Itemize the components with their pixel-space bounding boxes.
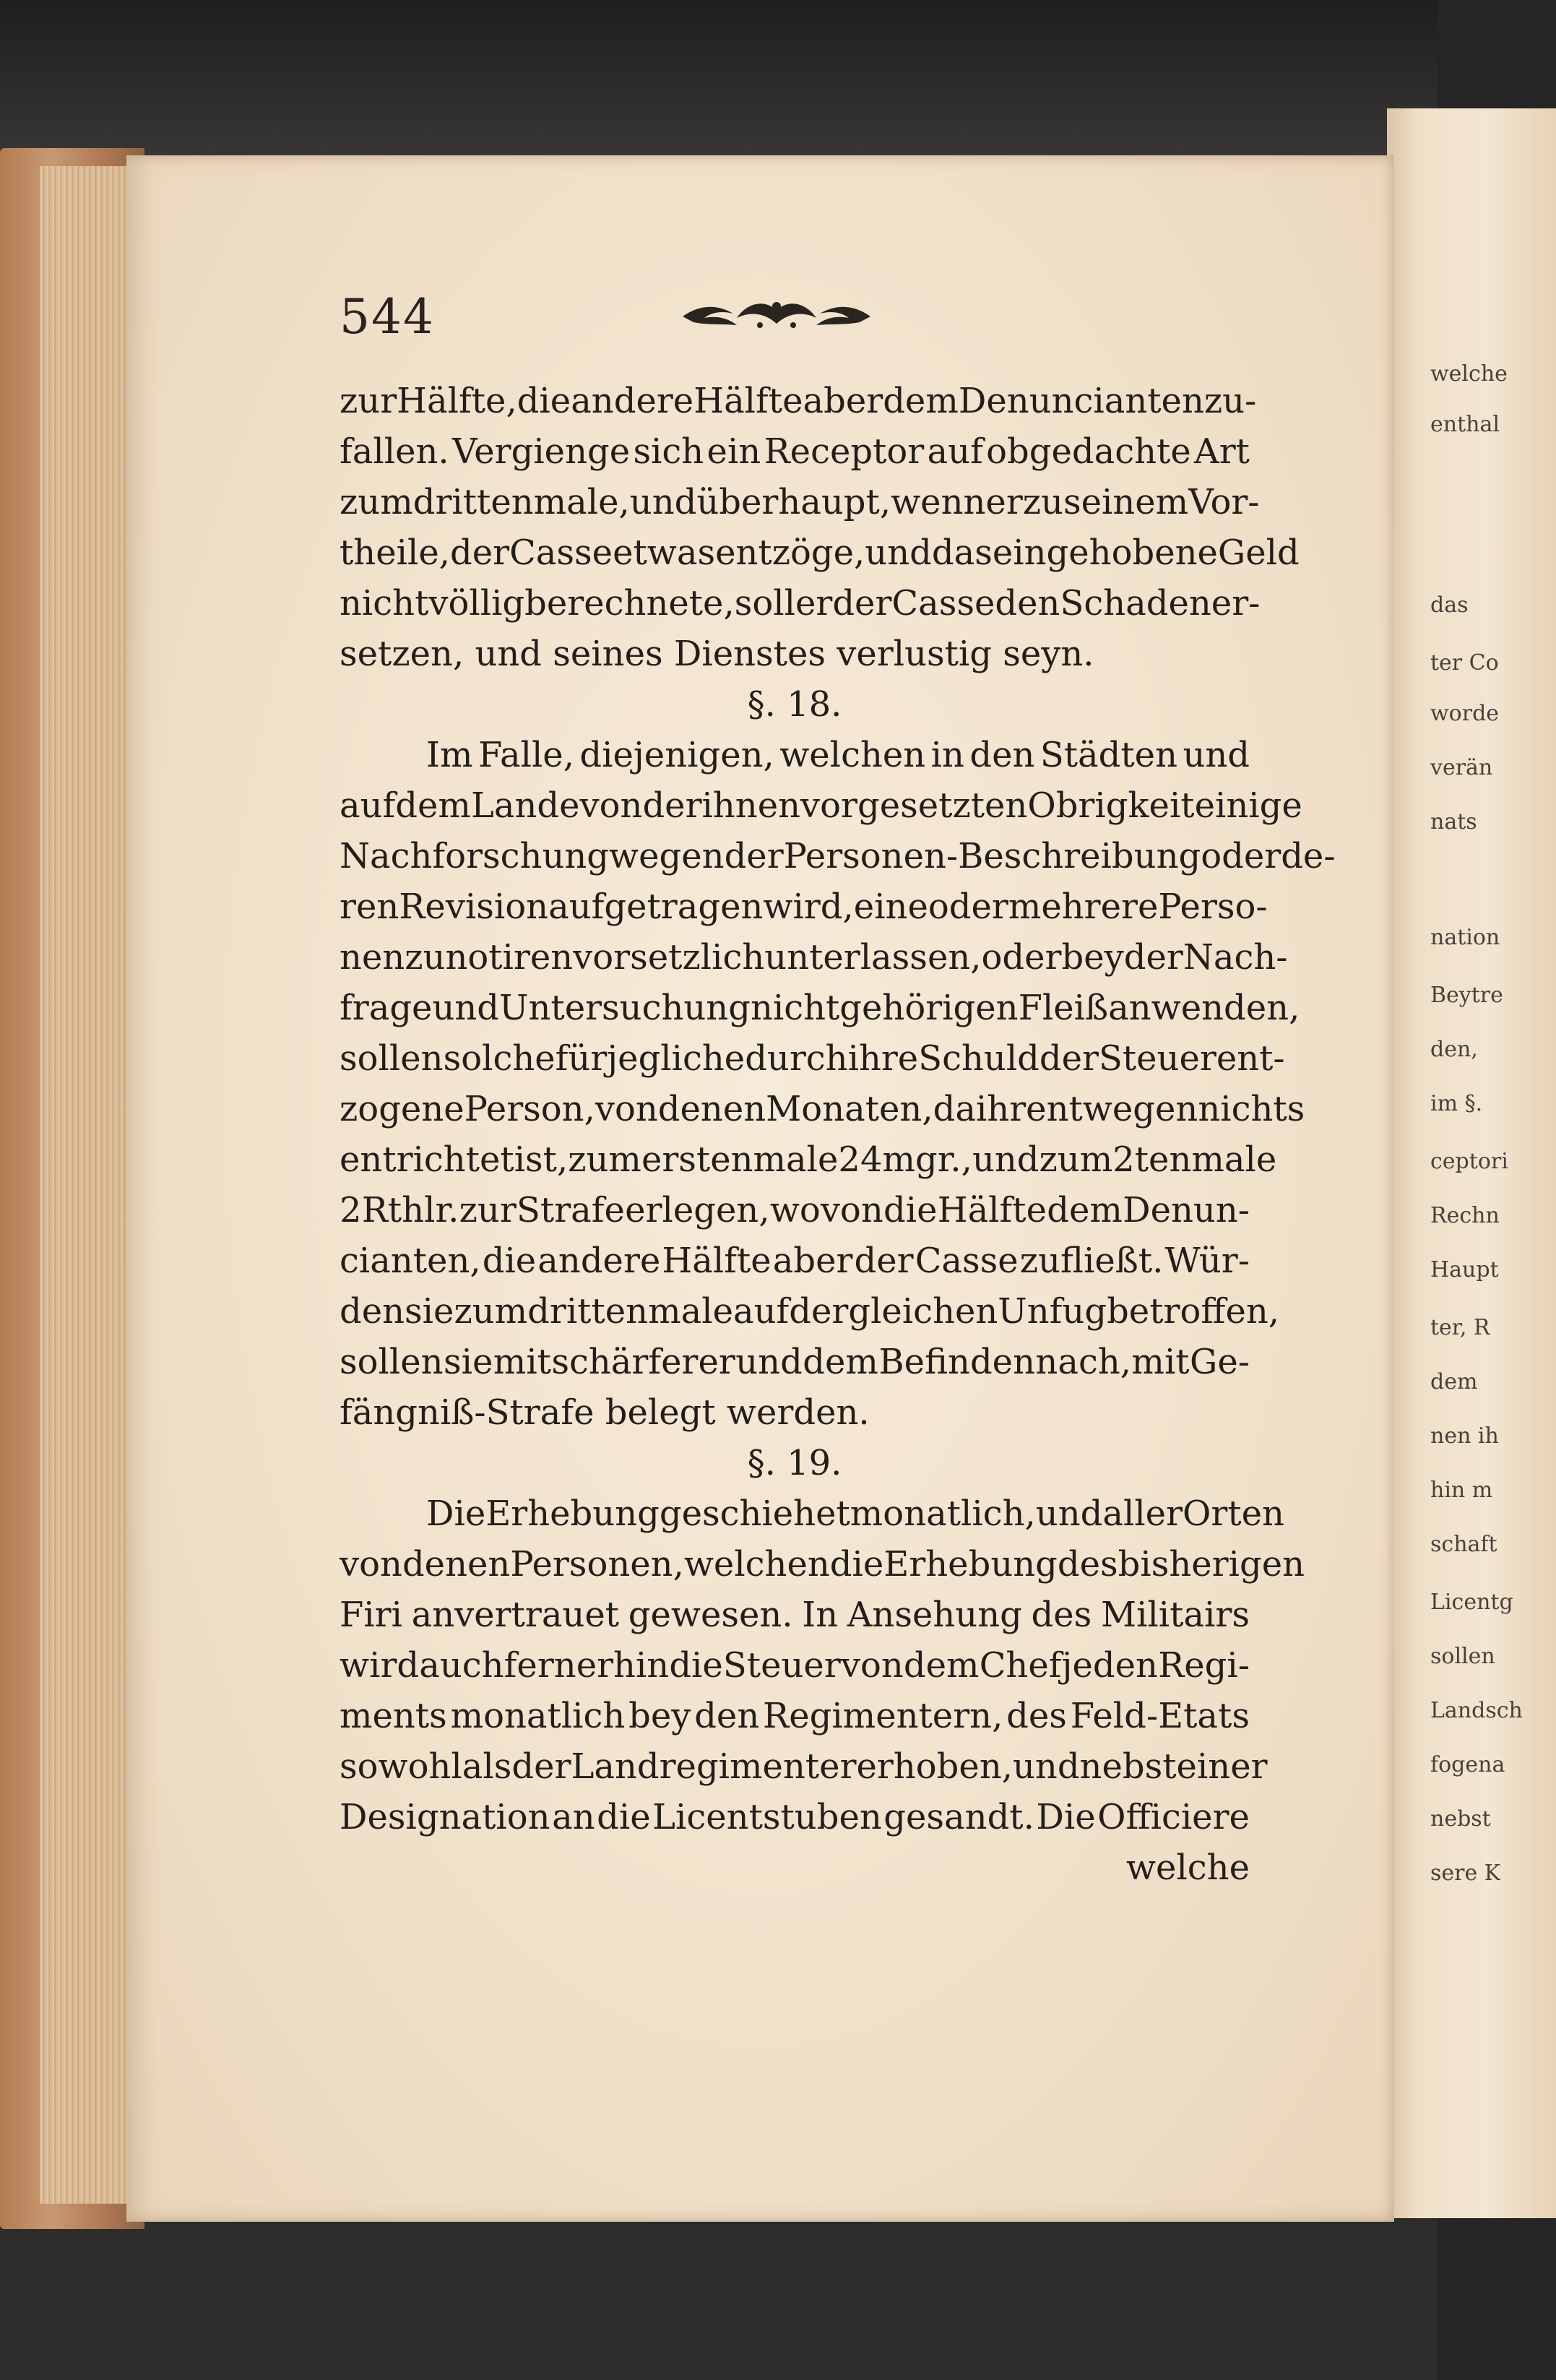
- word: dem: [903, 1645, 980, 1686]
- text-line: [340, 1185, 1250, 1236]
- word: sich: [633, 431, 704, 472]
- text-line: [340, 1741, 1268, 1792]
- word: 24: [838, 1139, 883, 1180]
- word: Denun-: [1123, 1190, 1250, 1230]
- word: etwas: [613, 533, 716, 573]
- word: sollen: [340, 1038, 444, 1079]
- facing-page-fragment: nats: [1430, 809, 1477, 835]
- word: ist,: [514, 1139, 569, 1180]
- word: die: [482, 1241, 537, 1281]
- word: Hälfte: [937, 1190, 1047, 1230]
- facing-page-fragment: im §.: [1430, 1091, 1483, 1116]
- word: Militairs: [1100, 1595, 1250, 1635]
- word: nichts: [1198, 1089, 1305, 1129]
- word: auf: [927, 431, 983, 472]
- word: erlegen,: [625, 1190, 770, 1230]
- word: den: [694, 1696, 760, 1736]
- word: Hälfte: [693, 381, 803, 421]
- word: als: [462, 1746, 512, 1787]
- word: welchen: [683, 1544, 830, 1584]
- word: Firi: [340, 1595, 402, 1635]
- text-line: [340, 730, 1250, 780]
- text-line: [340, 578, 1261, 629]
- word: mgr.,: [882, 1139, 972, 1180]
- word: notiren: [445, 937, 574, 978]
- word: wird: [340, 1645, 420, 1686]
- word: aber: [803, 381, 883, 421]
- word: dergleichen: [789, 1291, 998, 1332]
- word: betroffen,: [1107, 1291, 1280, 1332]
- facing-page-fragment: nation: [1430, 925, 1500, 950]
- facing-page-fragment: nen ih: [1430, 1423, 1499, 1449]
- text-line: [340, 1286, 1280, 1337]
- word: Nachforschung: [340, 836, 610, 876]
- word: drittenmale,: [412, 482, 630, 522]
- word: der: [1039, 1038, 1099, 1079]
- word: die: [883, 1190, 938, 1230]
- word: eine: [853, 887, 928, 927]
- page-block-edges: [40, 166, 134, 2204]
- word: Städten: [1040, 735, 1177, 775]
- decorative-ornament-icon: [679, 289, 874, 340]
- word: von: [840, 1645, 904, 1686]
- word: Unfug: [998, 1291, 1107, 1332]
- word: den: [340, 1291, 405, 1332]
- word: de-: [1281, 836, 1336, 876]
- word: nach,: [1035, 1342, 1131, 1382]
- word: Regimentern,: [763, 1696, 1003, 1736]
- word: diejenigen,: [579, 735, 774, 775]
- facing-page-fragment: schaft: [1430, 1532, 1497, 1557]
- word: geschiehet: [659, 1493, 850, 1534]
- word: zum: [340, 482, 413, 522]
- word: er-: [1211, 583, 1261, 624]
- text-line: [340, 932, 1288, 983]
- word: Vor-: [1188, 482, 1260, 522]
- word: Perso-: [1158, 887, 1268, 927]
- word: ein: [706, 431, 761, 472]
- facing-page-fragment: ceptori: [1430, 1149, 1508, 1174]
- word: Untersuchung: [499, 988, 751, 1028]
- word: nicht: [750, 988, 840, 1028]
- text-line: fängniß-Strafe belegt werden.: [340, 1392, 870, 1433]
- word: Casse: [915, 1241, 1019, 1281]
- word: und: [629, 482, 697, 522]
- word: Nach-: [1183, 937, 1288, 978]
- word: vorsetzlich: [573, 937, 765, 978]
- word: Regi-: [1158, 1645, 1250, 1686]
- word: Monaten,: [766, 1089, 933, 1129]
- word: Schaden: [1060, 583, 1211, 624]
- section-heading-19: §. 19.: [747, 1443, 842, 1483]
- word: wird,: [763, 887, 854, 927]
- word: Ge-: [1190, 1342, 1250, 1382]
- text-line: [340, 1590, 1250, 1640]
- word: Wür-: [1164, 1241, 1250, 1281]
- word: und: [1183, 735, 1250, 775]
- word: Hälfte,: [397, 381, 517, 421]
- facing-page-fragment: sere K: [1430, 1861, 1501, 1886]
- word: Hälfte: [662, 1241, 771, 1281]
- word: In: [802, 1595, 839, 1635]
- word: von: [579, 785, 643, 826]
- word: für: [555, 1038, 608, 1079]
- word: bey: [628, 1696, 691, 1736]
- word: anvertrauet: [411, 1595, 620, 1635]
- word: Designation: [340, 1797, 550, 1837]
- word: bey: [1061, 937, 1124, 978]
- word: den: [995, 583, 1060, 624]
- word: Ansehung: [847, 1595, 1022, 1635]
- facing-page-fragment: ter, R: [1430, 1315, 1490, 1340]
- word: sie: [443, 1342, 493, 1382]
- word: den: [969, 735, 1035, 775]
- word: von: [595, 1089, 658, 1129]
- word: ihnen: [701, 785, 801, 826]
- word: 2: [340, 1190, 362, 1230]
- word: des: [1031, 1595, 1092, 1635]
- facing-page-fragment: das: [1430, 592, 1469, 618]
- word: theile,: [340, 533, 450, 573]
- word: monatlich: [450, 1696, 626, 1736]
- word: fernerhin: [503, 1645, 670, 1686]
- facing-page-fragment: Landsch: [1430, 1698, 1523, 1723]
- word: und: [735, 1342, 803, 1382]
- word: nicht: [340, 583, 429, 624]
- word: Falle,: [477, 735, 574, 775]
- text-line: [340, 376, 1257, 426]
- word: Erhebung: [485, 1493, 660, 1534]
- facing-page-fragment: dem: [1430, 1369, 1478, 1394]
- text-line: [340, 527, 1300, 578]
- word: des: [1006, 1696, 1067, 1736]
- word: zu-: [1203, 381, 1257, 421]
- word: aufgetragen: [548, 887, 764, 927]
- text-line: [340, 477, 1260, 527]
- word: Geld: [1217, 533, 1300, 573]
- word: durch: [745, 1038, 848, 1079]
- word: obgedachte: [986, 431, 1191, 472]
- word: jeden: [1061, 1645, 1158, 1686]
- word: Befinden: [878, 1342, 1035, 1382]
- word: Revision: [399, 887, 549, 927]
- facing-page-fragment: Beytre: [1430, 983, 1503, 1008]
- word: da: [933, 1089, 976, 1129]
- text-line: [340, 1134, 1277, 1185]
- text-line: [340, 1640, 1250, 1691]
- facing-page-fragment: worde: [1430, 701, 1500, 726]
- word: entrichtet: [340, 1139, 514, 1180]
- word: Art: [1194, 431, 1250, 472]
- word: zu: [1022, 482, 1063, 522]
- word: zur: [459, 1190, 516, 1230]
- word: andere: [571, 381, 694, 421]
- text-line: [340, 1691, 1250, 1741]
- text-line: [340, 1084, 1305, 1134]
- word: das: [931, 533, 993, 573]
- word: bisherigen: [1118, 1544, 1305, 1584]
- word: gesandt.: [883, 1797, 1034, 1837]
- word: Chef: [979, 1645, 1062, 1686]
- facing-page-fragment: welche: [1430, 361, 1508, 387]
- word: in: [930, 735, 964, 775]
- word: an: [552, 1797, 595, 1837]
- word: Casse: [509, 533, 613, 573]
- word: ments: [340, 1696, 447, 1736]
- catchword: welche: [1125, 1847, 1250, 1888]
- word: zum: [1039, 1139, 1113, 1180]
- word: die: [597, 1797, 651, 1837]
- word: Personen,: [510, 1544, 684, 1584]
- word: gewesen.: [628, 1595, 793, 1635]
- word: des: [1057, 1544, 1118, 1584]
- text-line: [340, 1236, 1250, 1286]
- word: zum: [568, 1139, 641, 1180]
- word: ent-: [1216, 1038, 1285, 1079]
- word: der: [1123, 937, 1183, 978]
- word: aller: [1102, 1493, 1183, 1534]
- word: soll: [734, 583, 795, 624]
- word: der: [724, 836, 784, 876]
- facing-page-fragment: den,: [1430, 1037, 1478, 1062]
- word: die: [829, 1544, 884, 1584]
- word: nebst: [1079, 1746, 1177, 1787]
- word: Obrigkeit: [1027, 785, 1195, 826]
- word: dem: [803, 1342, 878, 1382]
- word: frage: [340, 988, 433, 1028]
- word: mit: [493, 1342, 551, 1382]
- word: Vergienge: [451, 431, 631, 472]
- word: sowohl: [340, 1746, 462, 1787]
- word: schärferer: [551, 1342, 735, 1382]
- word: Licentstuben: [652, 1797, 882, 1837]
- word: Strafe: [516, 1190, 625, 1230]
- word: Fleiß: [1018, 988, 1109, 1028]
- word: der: [449, 533, 510, 573]
- text-line: [340, 1488, 1284, 1539]
- word: sie: [405, 1291, 454, 1332]
- word: dem: [395, 785, 471, 826]
- word: erstenmale: [641, 1139, 839, 1180]
- facing-page-fragment: Haupt: [1430, 1257, 1499, 1282]
- word: Rthlr.: [361, 1190, 459, 1230]
- scan-background-top: [0, 0, 1556, 166]
- word: Landregimenter: [571, 1746, 857, 1787]
- word: Officiere: [1097, 1797, 1250, 1837]
- word: welchen: [779, 735, 926, 775]
- word: vorgesetzten: [800, 785, 1028, 826]
- word: überhaupt,: [696, 482, 891, 522]
- word: aber: [772, 1241, 853, 1281]
- word: Orten: [1183, 1493, 1284, 1534]
- word: die: [516, 381, 571, 421]
- text-line: [340, 881, 1268, 932]
- word: wegen: [609, 836, 725, 876]
- word: zufließt.: [1019, 1241, 1164, 1281]
- word: Personen-Beschreibung: [783, 836, 1201, 876]
- word: eingehobene: [992, 533, 1218, 573]
- word: Steuer: [1098, 1038, 1216, 1079]
- word: cianten,: [340, 1241, 481, 1281]
- word: und: [1035, 1493, 1103, 1534]
- word: berechnete,: [524, 583, 735, 624]
- facing-page-fragment: sollen: [1430, 1644, 1495, 1669]
- text-line: [340, 1792, 1250, 1842]
- word: Person,: [464, 1089, 595, 1129]
- word: Denuncianten: [958, 381, 1204, 421]
- word: gehörigen: [839, 988, 1019, 1028]
- word: andere: [537, 1241, 661, 1281]
- word: sollen: [340, 1342, 444, 1382]
- word: und: [972, 1139, 1040, 1180]
- word: auch: [419, 1645, 504, 1686]
- word: jegliche: [607, 1038, 745, 1079]
- facing-page-fragment: fogena: [1430, 1752, 1505, 1777]
- word: entzöge,: [715, 533, 865, 573]
- word: wenn: [891, 482, 986, 522]
- text-line: [340, 1337, 1250, 1387]
- word: Lande: [470, 785, 580, 826]
- facing-page-fragment: Rechn: [1430, 1203, 1500, 1228]
- word: wovon: [769, 1190, 883, 1230]
- word: er: [795, 583, 833, 624]
- word: ren: [340, 887, 399, 927]
- word: Im: [426, 735, 473, 775]
- word: oder: [981, 937, 1062, 978]
- word: der: [854, 1241, 914, 1281]
- word: 2tenmale: [1112, 1139, 1277, 1180]
- text-line: setzen, und seines Dienstes verlustig seyn.: [340, 634, 1094, 674]
- word: und: [432, 988, 500, 1028]
- body-text: [340, 376, 1336, 1893]
- word: mit: [1131, 1342, 1190, 1382]
- word: einige: [1194, 785, 1302, 826]
- word: solche: [443, 1038, 556, 1079]
- word: Feld-Etats: [1070, 1696, 1250, 1736]
- word: auf: [732, 1291, 790, 1332]
- word: auf: [340, 785, 396, 826]
- word: denen: [402, 1544, 511, 1584]
- word: Die: [1036, 1797, 1096, 1837]
- word: der: [511, 1746, 571, 1787]
- word: dem: [1047, 1190, 1123, 1230]
- facing-page-fragment: enthal: [1430, 412, 1500, 437]
- word: denen: [657, 1089, 766, 1129]
- word: dem: [883, 381, 959, 421]
- word: zu: [405, 937, 446, 978]
- facing-page-fragment: verän: [1430, 755, 1493, 780]
- page-number: 544: [340, 289, 435, 345]
- word: fallen.: [340, 431, 449, 472]
- facing-page-fragment: ter Co: [1430, 650, 1499, 676]
- text-line: [340, 1033, 1285, 1084]
- word: Steuer: [722, 1645, 841, 1686]
- word: und: [865, 533, 932, 573]
- word: oder: [928, 887, 1008, 927]
- text-line: [340, 1539, 1305, 1590]
- facing-page-fragment: nebst: [1430, 1806, 1491, 1832]
- word: und: [1012, 1746, 1080, 1787]
- word: völlig: [428, 583, 525, 624]
- word: Die: [426, 1493, 486, 1534]
- word: erhoben,: [856, 1746, 1013, 1787]
- word: nen: [340, 937, 405, 978]
- word: zum: [454, 1291, 528, 1332]
- facing-page-fragment: hin m: [1430, 1478, 1493, 1503]
- word: drittenmale: [527, 1291, 733, 1332]
- word: Receptor: [764, 431, 925, 472]
- word: von: [340, 1544, 402, 1584]
- text-line: [340, 426, 1250, 477]
- word: Erhebung: [883, 1544, 1058, 1584]
- section-heading-18: §. 18.: [747, 684, 842, 725]
- word: die: [669, 1645, 723, 1686]
- word: oder: [1201, 836, 1281, 876]
- word: er: [985, 482, 1023, 522]
- word: unterlassen,: [764, 937, 982, 978]
- text-line: [340, 780, 1302, 831]
- word: seinem: [1063, 482, 1189, 522]
- word: der: [832, 583, 892, 624]
- word: Casse: [891, 583, 995, 624]
- word: zur: [340, 381, 397, 421]
- word: zogene: [340, 1089, 464, 1129]
- word: Schuld: [918, 1038, 1040, 1079]
- word: ihre: [847, 1038, 919, 1079]
- word: monatlich,: [850, 1493, 1036, 1534]
- text-line: [340, 831, 1336, 881]
- word: einer: [1176, 1746, 1268, 1787]
- word: ihrentwegen: [975, 1089, 1198, 1129]
- word: mehrere: [1008, 887, 1159, 927]
- word: der: [642, 785, 702, 826]
- facing-page-fragment: Licentg: [1430, 1590, 1513, 1615]
- word: anwenden,: [1108, 988, 1300, 1028]
- text-line: [340, 983, 1300, 1033]
